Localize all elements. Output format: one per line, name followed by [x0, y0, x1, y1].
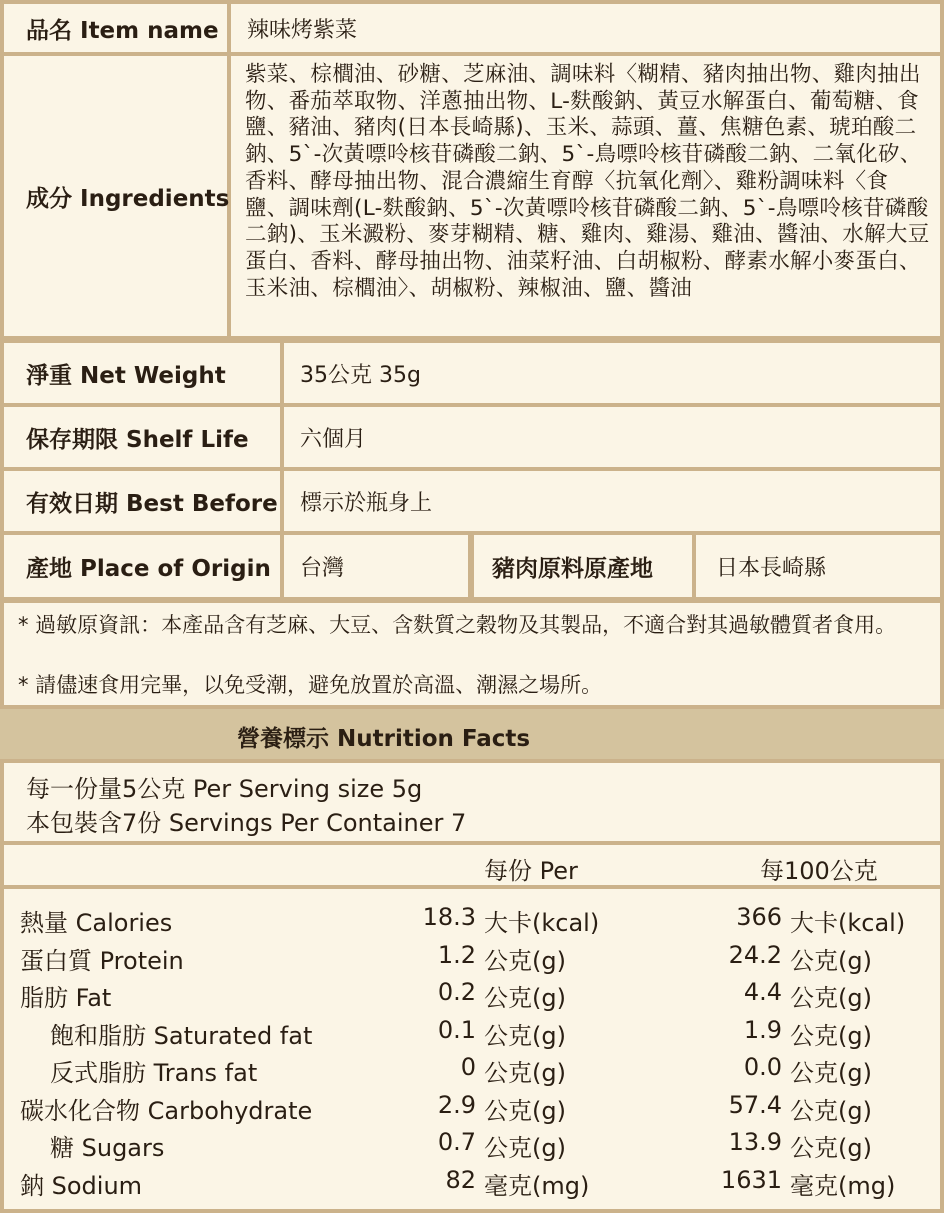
note-storage-text: * 請儘速食用完畢，以免受潮，避免放置於高溫、潮濕之場所。 — [18, 673, 603, 697]
shelf-life-value: 六個月 — [284, 407, 940, 467]
per-serving-value: 0.7 — [437, 1128, 476, 1156]
nutrition-column-header — [4, 845, 940, 885]
per-serving-value: 0.1 — [437, 1015, 476, 1044]
nutrient-name: 鈉 Sodium — [20, 1171, 143, 1200]
per-serving-value: 2.9 — [437, 1090, 476, 1119]
origin-value: 台灣 — [284, 535, 468, 597]
per-100g-value: 4.4 — [743, 978, 782, 1006]
net-weight-value: 35公克 35g — [284, 343, 940, 403]
nutrition-title-bar — [0, 709, 944, 759]
storage-note — [18, 671, 930, 700]
per-100g-value: 1631 — [720, 1165, 782, 1194]
ingredients-value: 紫菜、棕櫚油、砂糖、芝麻油、調味料〈糊精、豬肉抽出物、雞肉抽出物、番茄萃取物、洋蔥抽出物、L-麩酸鈉、黃豆水解蛋白、葡萄糖、食鹽、豬油、豬肉(日本長崎縣)、玉米、蒜頭、薑、焦糖色素、琥珀酸二鈉、5`-次黃嘌呤核苷磷酸二鈉、5`-鳥嘌呤核苷磷酸二鈉、二氧化矽、香料、酵母抽出物、混合濃縮生育醇〈抗氧化劑〉、雞粉調味料〈食鹽、調味劑(L-麩酸鈉、5`-次黃嘌呤核苷磷酸二鈉、5`-鳥嘌呤核苷磷酸二鈉)、玉米澱粉、麥芽糊精、糖、雞肉、雞湯、雞油、醬油、水解大豆蛋白、香料、酵母抽出物、油菜籽油、白胡椒粉、酵素水解小麥蛋白、玉米油、棕櫚油〉、胡椒粉、辣椒油、鹽、醬油 — [231, 56, 940, 336]
servings-per-container: 本包裝含7份 Servings Per Container 7 — [26, 809, 467, 837]
per-100g-unit: 公克(g) — [790, 1096, 872, 1125]
nutrition-row — [0, 1166, 944, 1204]
nutrition-row — [0, 1128, 944, 1166]
allergen-note — [18, 611, 930, 640]
serving-panel — [4, 763, 940, 841]
per-serving-unit: 公克(g) — [484, 1021, 566, 1050]
col-per-serving: 每份 Per — [484, 857, 578, 885]
per-serving-unit: 毫克(mg) — [484, 1171, 590, 1200]
per-serving-unit: 大卡(kcal) — [484, 909, 600, 937]
shelf-life-label: 保存期限 Shelf Life — [4, 407, 280, 467]
per-serving-value: 0 — [460, 1053, 476, 1081]
per-100g-value: 24.2 — [728, 940, 782, 969]
nutrition-table — [4, 889, 940, 1209]
per-100g-unit: 公克(g) — [790, 984, 872, 1012]
ingredients-label: 成分 Ingredients — [4, 56, 227, 336]
col-per-100g: 每100公克 — [760, 857, 878, 885]
per-100g-value: 57.4 — [728, 1090, 782, 1119]
per-100g-unit: 毫克(mg) — [790, 1171, 896, 1200]
per-serving-unit: 公克(g) — [484, 1096, 566, 1125]
nutrient-name: 脂肪 Fat — [20, 984, 112, 1012]
nutrition-title: 營養標示 Nutrition Facts — [237, 726, 531, 752]
per-serving-value: 0.2 — [437, 978, 476, 1006]
per-100g-unit: 公克(g) — [790, 1134, 872, 1162]
per-100g-value: 1.9 — [743, 1015, 782, 1044]
nutrient-name: 反式脂肪 Trans fat — [50, 1059, 258, 1087]
nutrient-name: 蛋白質 Protein — [20, 946, 184, 975]
nutrient-name: 熱量 Calories — [20, 909, 173, 937]
pork-origin-label: 豬肉原料原產地 — [474, 535, 692, 597]
nutrient-name: 飽和脂肪 Saturated fat — [50, 1021, 313, 1050]
nutrition-row — [0, 1091, 944, 1129]
note-allergen-text: * 過敏原資訊：本產品含有芝麻、大豆、含麩質之穀物及其製品，不適合對其過敏體質者食用。 — [18, 613, 897, 637]
item-name-value: 辣味烤紫菜 — [231, 4, 940, 52]
per-serving-unit: 公克(g) — [484, 1134, 566, 1162]
nutrient-name: 糖 Sugars — [50, 1134, 165, 1162]
best-before-value: 標示於瓶身上 — [284, 471, 940, 531]
notes-panel — [4, 603, 940, 705]
per-serving-unit: 公克(g) — [484, 984, 566, 1012]
nutrition-row — [0, 941, 944, 979]
pork-origin-value: 日本長崎縣 — [696, 535, 940, 597]
per-serving-unit: 公克(g) — [484, 946, 566, 975]
per-serving-unit: 公克(g) — [484, 1059, 566, 1087]
best-before-label: 有效日期 Best Before — [4, 471, 280, 531]
per-serving-value: 1.2 — [437, 940, 476, 969]
per-100g-value: 366 — [736, 903, 782, 931]
per-100g-unit: 公克(g) — [790, 946, 872, 975]
nutrition-row — [0, 1016, 944, 1054]
nutrition-row — [0, 978, 944, 1016]
nutrition-row — [0, 1053, 944, 1091]
origin-label: 產地 Place of Origin — [4, 535, 280, 597]
per-100g-unit: 公克(g) — [790, 1059, 872, 1087]
per-100g-value: 0.0 — [743, 1053, 782, 1081]
nutrition-row — [0, 903, 944, 941]
per-serving-value: 82 — [445, 1165, 476, 1194]
per-100g-value: 13.9 — [728, 1128, 782, 1156]
item-name-label: 品名 Item name — [4, 4, 227, 52]
per-serving-value: 18.3 — [422, 903, 476, 931]
per-100g-unit: 公克(g) — [790, 1021, 872, 1050]
net-weight-label: 淨重 Net Weight — [4, 343, 280, 403]
nutrient-name: 碳水化合物 Carbohydrate — [20, 1096, 313, 1125]
per-100g-unit: 大卡(kcal) — [790, 909, 906, 937]
serving-size: 每一份量5公克 Per Serving size 5g — [26, 775, 423, 803]
